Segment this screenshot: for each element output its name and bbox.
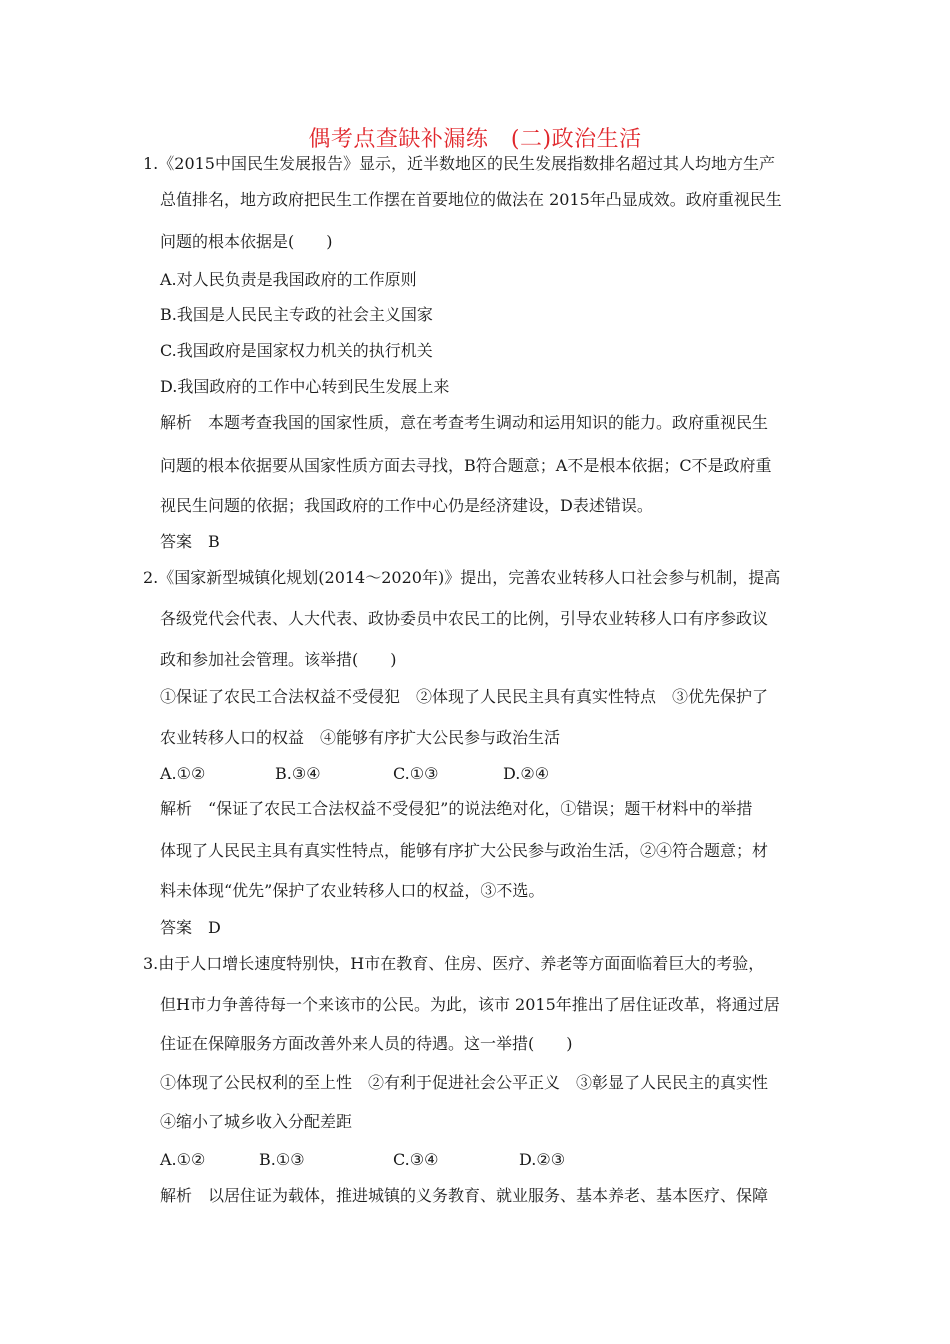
q1-analysis-line-1: 解析 本题考查我国的国家性质，意在考查考生调动和运用知识的能力。政府重视民生 [160, 413, 769, 432]
q1-analysis-line-2: 问题的根本依据要从国家性质方面去寻找，B符合题意；A不是根本依据；C不是政府重 [160, 456, 772, 475]
q1-option-c: C.我国政府是国家权力机关的执行机关 [160, 341, 433, 360]
q3-statements-line-1: ①体现了公民权利的至上性 ②有利于促进社会公平正义 ③彰显了人民民主的真实性 [160, 1073, 769, 1092]
q1-option-b: B.我国是人民民主专政的社会主义国家 [160, 305, 433, 324]
q2-statements-line-1: ①保证了农民工合法权益不受侵犯 ②体现了人民民主具有真实性特点 ③优先保护了 [160, 687, 769, 706]
q2-option-c: C.①③ [393, 764, 439, 783]
q1-stem-line-1: 1.《2015中国民生发展报告》显示，近半数地区的民生发展指数排名超过其人均地方生产 [143, 154, 775, 173]
q3-stem-line-3: 住证在保障服务方面改善外来人员的待遇。这一举措( ) [160, 1034, 573, 1053]
q3-stem-line-2: 但H市力争善待每一个来该市的公民。为此，该市 2015年推出了居住证改革，将通过居 [160, 995, 780, 1014]
q2-statements-line-2: 农业转移人口的权益 ④能够有序扩大公民参与政治生活 [160, 728, 561, 747]
q1-analysis-line-3: 视民生问题的依据；我国政府的工作中心仍是经济建设，D表述错误。 [160, 496, 653, 515]
q1-stem-line-2: 总值排名，地方政府把民生工作摆在首要地位的做法在 2015年凸显成效。政府重视民生 [160, 190, 782, 209]
q1-stem-line-3: 问题的根本依据是( ) [160, 232, 333, 251]
q2-stem-line-3: 政和参加社会管理。该举措( ) [160, 650, 397, 669]
q2-option-a: A.①② [160, 764, 206, 783]
q2-stem-line-2: 各级党代会代表、人大代表、政协委员中农民工的比例，引导农业转移人口有序参政议 [160, 609, 769, 628]
q3-analysis-line-1: 解析 以居住证为载体，推进城镇的义务教育、就业服务、基本养老、基本医疗、保障 [160, 1186, 769, 1205]
q1-answer: 答案 B [160, 532, 220, 551]
page-title: 偶考点查缺补漏练 (二)政治生活 [308, 127, 642, 152]
q3-option-d: D.②③ [519, 1150, 566, 1169]
q2-answer: 答案 D [160, 918, 221, 937]
q2-analysis-line-2: 体现了人民民主具有真实性特点，能够有序扩大公民参与政治生活，②④符合题意；材 [160, 841, 769, 860]
q2-analysis-line-1: 解析 “保证了农民工合法权益不受侵犯”的说法绝对化，①错误；题干材料中的举措 [160, 799, 753, 818]
q3-statements-line-2: ④缩小了城乡收入分配差距 [160, 1112, 353, 1131]
q2-stem-line-1: 2.《国家新型城镇化规划(2014～2020年)》提出，完善农业转移人口社会参与机制，提高 [143, 568, 781, 587]
q2-option-d: D.②④ [503, 764, 550, 783]
q3-option-b: B.①③ [259, 1150, 305, 1169]
q3-stem-line-1: 3.由于人口增长速度特别快，H市在教育、住房、医疗、养老等方面面临着巨大的考验， [143, 954, 765, 973]
q1-option-d: D.我国政府的工作中心转到民生发展上来 [160, 377, 450, 396]
q2-option-b: B.③④ [275, 764, 321, 783]
q3-option-c: C.③④ [393, 1150, 439, 1169]
q3-option-a: A.①② [160, 1150, 206, 1169]
q2-analysis-line-3: 料未体现“优先”保护了农业转移人口的权益，③不选。 [160, 881, 545, 900]
q1-option-a: A.对人民负责是我国政府的工作原则 [160, 270, 417, 289]
